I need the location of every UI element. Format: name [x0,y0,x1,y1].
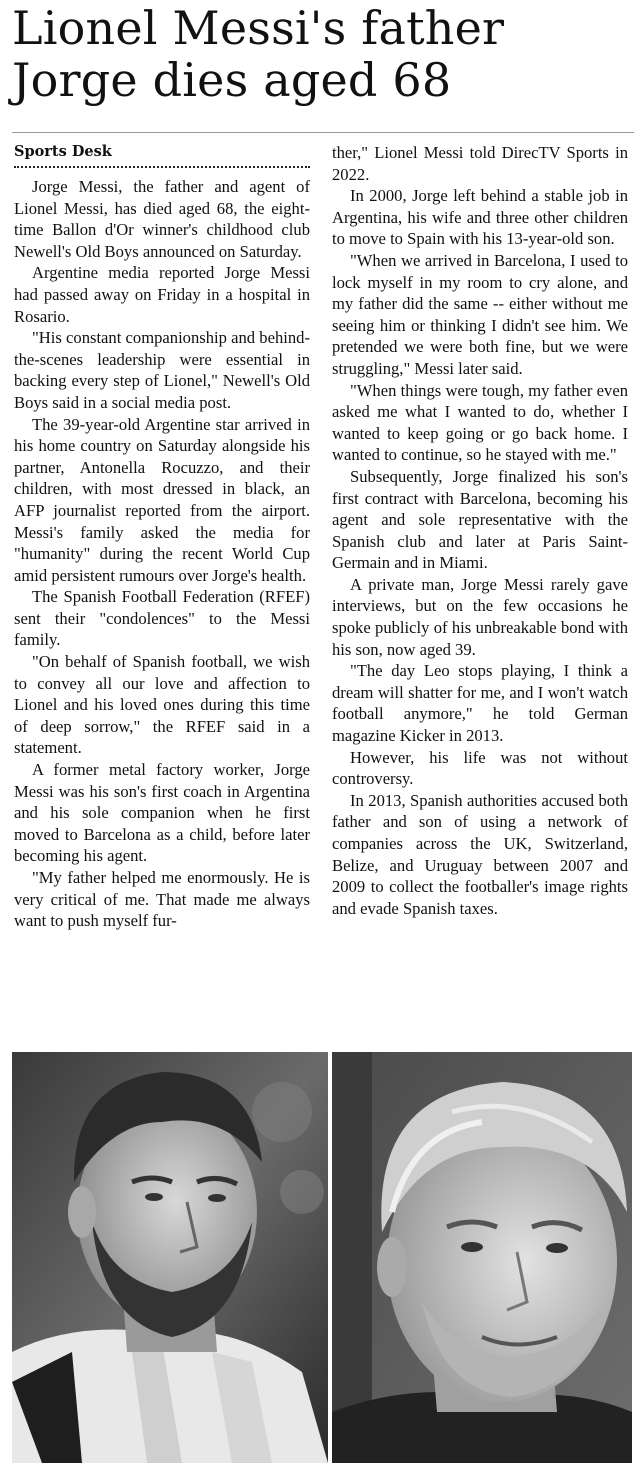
article-column-left [14,142,310,932]
paragraph: In 2000, Jorge left behind a stable job in Argentina, his wife and three other children to move to Spain with his 13-year-old son. [332,186,628,249]
paragraph: In 2013, Spanish authorities accused both father and son of using a network of companies across the UK, Switzerland, Belize, and Uruguay between 2007 and 2009 to collect the footballer's image rights and evade Spanish taxes. [332,790,628,918]
paragraph: "His constant companionship and behind-the-scenes leadership were essential in backing every step of Lionel," Newell's Old Boys said in a social media post. [14,328,310,412]
paragraph-continuation: ther," Lionel Messi told DirecTV Sports in 2022. [332,143,628,184]
paragraph: "When things were tough, my father even asked me what I wanted to do, whether I wanted to keep going or go back home. I wanted to continue, so he stayed with me." [332,380,628,465]
paragraph: A private man, Jorge Messi rarely gave interviews, but on the few occasions he spoke publicly of his unbreakable bond with his son, now aged 39. [332,574,628,659]
paragraph: Subsequently, Jorge finalized his son's first contract with Barcelona, becoming his agent and sole representative with the Spanish club and later at Paris Saint-Germain and in Miami. [332,466,628,573]
paragraph: Argentine media reported Jorge Messi had passed away on Friday in a hospital in Rosario. [14,263,310,326]
paragraph: Jorge Messi, the father and agent of Lionel Messi, has died aged 68, the eight-time Ballon d'Or winner's childhood club Newell's Old Boys announced on Saturday. [14,177,310,261]
headline: Lionel Messi's father Jorge dies aged 68 [12,1,505,107]
headline-divider [12,132,634,133]
paragraph: "On behalf of Spanish football, we wish to convey all our love and affection to Lionel and his loved ones during this time of deep sorrow," the RFEF said in a statement. [14,652,310,758]
article-column-right [332,142,628,919]
paragraph: The 39-year-old Argentine star arrived in his home country on Saturday alongside his partner, Antonella Rocuzzo, and their children, with most dressed in black, an AFP journalist reported from the airport. Messi's family asked the media for "humanity" during the recent World Cup amid persistent rumours over Jorge's health. [14,414,310,585]
paragraph: "My father helped me enormously. He is very critical of me. That made me always want to push myself fur- [14,868,310,931]
photo-jorge-messi-image [332,1052,632,1463]
paragraph: The Spanish Football Federation (RFEF) sent their "condolences" to the Messi family. [14,587,310,650]
photo-lionel-messi [12,1052,328,1463]
paragraph: "When we arrived in Barcelona, I used to lock myself in my room to cry alone, and my father did the same -- either without me seeing him or thinking I didn't see him. We pretended we were both fine, but we were struggling," Messi later said. [332,250,628,378]
paragraph: However, his life was not without controversy. [332,747,628,789]
photo-lionel-messi-image [12,1052,328,1463]
byline: Sports Desk [14,142,310,168]
photo-jorge-messi [332,1052,632,1463]
paragraph: "The day Leo stops playing, I think a dream will shatter for me, and I won't watch football anymore," he told German magazine Kicker in 2013. [332,661,628,746]
paragraph: A former metal factory worker, Jorge Messi was his son's first coach in Argentina and his sole companion when he first moved to Barcelona as a child, before later becoming his agent. [14,760,310,866]
